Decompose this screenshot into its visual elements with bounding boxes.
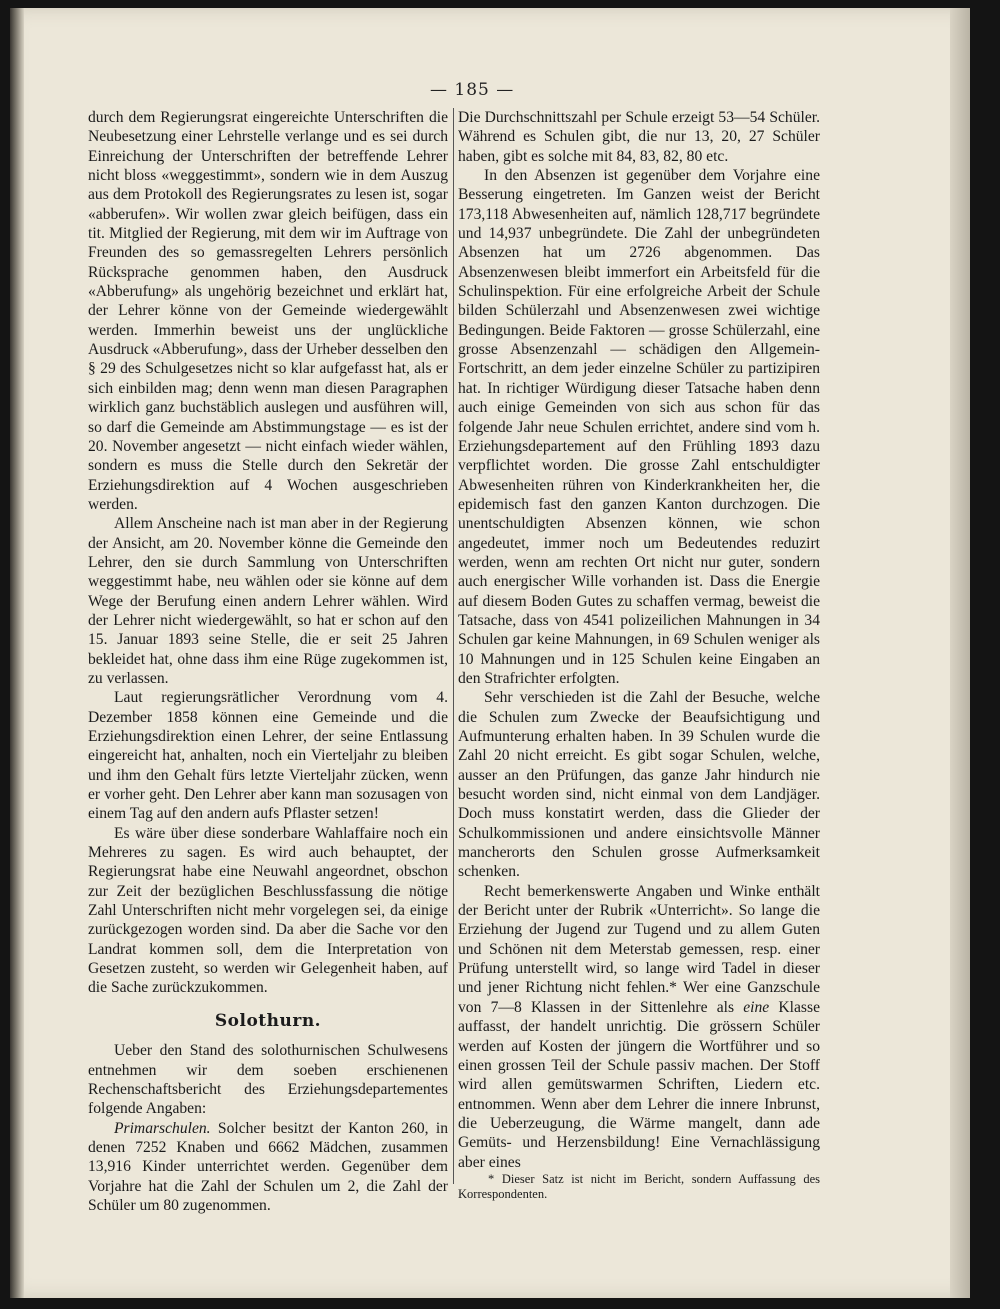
paragraph: Ueber den Stand des solothurnischen Schulwesens entnehmen wir dem soeben erschienenen Rechenschaftsbericht des Erziehungsdepartementes folgende Angaben: (88, 1042, 448, 1118)
page-sheet (10, 8, 970, 1298)
paragraph: Laut regierungsrätlicher Verordnung vom 4. Dezember 1858 können eine Gemeinde und die Erziehungsdirektion einen Lehrer, der seine Entlassung eingereicht hat, anhalten, noch ein Vierteljahr zu bleiben und ihm den Gehalt fürs letzte Vierteljahr zücken, wenn er vorher geht. Den Lehrer aber kann man sozusagen von einem Tag auf den andern aufs Pflaster setzen! (88, 689, 448, 823)
paragraph (458, 882, 820, 1172)
footnote: * Dieser Satz ist nicht im Bericht, sondern Auffassung des Korrespondenten. (458, 1171, 820, 1201)
binding-edge (10, 8, 24, 1298)
paragraph: Die Durchschnittszahl per Schule erzeigt 53—54 Schüler. Während es Schulen gibt, die nur 13, 20, 27 Schüler haben, gibt es solche mit 84, 83, 82, 80 etc. (458, 109, 820, 165)
paragraph-text: Klasse auffasst, der handelt unrichtig. Die grössern Schüler werden auf Kosten der jüngern die Wortführer und so einen grossen Teil der Schule passiv machen. Der Stoff wird allen gemütswarmen Schriften, Liedern etc. entnommen. Wenn aber dem Lehrer die innere Inbrunst, die Ueberzeugung, die Wärme mangelt, dann ade Gemüts- und Herzensbildung! Eine Vernachlässigung aber eines (458, 998, 820, 1171)
paragraph: Es wäre über diese sonderbare Wahlaffaire noch ein Mehreres zu sagen. Es wird auch behauptet, der Regierungsrat habe eine Neuwahl angeordnet, obschon zur Zeit der bezüglichen Beschlussfassung die nötige Zahl Unterschriften nicht mehr vorgelegen sei, da einige zurückgezogen worden sind. Da aber die Sache vor den Landrat kommen soll, dem die Interpretation von Gesetzen zusteht, so werden wir Gelegenheit haben, auf die Sache zurückzukommen. (88, 824, 448, 997)
paragraph (88, 1119, 448, 1216)
page-edge (950, 8, 970, 1298)
section-heading: Solothurn. (214, 1010, 322, 1031)
page-number: — 185 — (430, 80, 515, 100)
paragraph-text: Recht bemerkenswerte Angaben und Winke enthält der Bericht unter der Rubrik «Unterricht». So lange die Erziehung der Jugend zur Tugend und zu allem Guten und Schönen nit dem Meterstab gemessen, resp. einer Prüfung unterstellt wird, so lange wird Tadel in dieser und jener Richtung nicht fehlen.* Wer eine Ganzschule von 7—8 Klassen in der Sittenlehre als (458, 882, 820, 1016)
run-in-heading: Primarschulen. (114, 1119, 211, 1137)
paragraph: In den Absenzen ist gegenüber dem Vorjahre eine Besserung eingetreten. Im Ganzen weist der Bericht 173,118 Abwesenheiten auf, nämlich 128,717 begründete und 14,937 unbegründete. Die Zahl der unbegründeten Absenzen hat um 2726 abgenommen. Das Absenzenwesen bleibt immerfort ein Arbeitsfeld für die Schulinspektion. Für eine erfolgreiche Arbeit der Schule bilden Schülerzahl und Absenzenwesen zwei wichtige Bedingungen. Beide Faktoren — grosse Schülerzahl, eine grosse Absenzenzahl — schädigen den Allgemein-Fortschritt, an dem jeder einzelne Schüler zu partizipiren hat. In richtiger Würdigung dieser Tatsache haben denn auch einige Gemeinden von sich aus schon für das folgende Jahr neue Schulen errichtet, andere sind vom h. Erziehungsdepartement auf den Frühling 1893 dazu verpflichtet worden. Die grosse Zahl entschuldigter Abwesenheiten rühren von Kinderkrankheiten her, die epidemisch fast den ganzen Kanton durchzogen. Die unentschuldigten Absenzen können, wie schon angedeutet, immer noch um Bedeutendes reduzirt werden, wenn am rechten Ort nicht nur guter, sondern auch energischer Wille vorhanden ist. Dass die Energie auf diesem Boden Gutes zu schaffen vermag, beweist die Tatsache, dass von 4541 polizeilichen Mahnungen in 34 Schulen gar keine Mahnungen, in 69 Schulen weniger als 10 Mahnungen und in 125 Schulen keine Eingaben an den Strafrichter erfolgten. (458, 167, 820, 687)
emphasis: eine (743, 998, 770, 1016)
right-column (458, 108, 820, 1202)
paragraph: Allem Anscheine nach ist man aber in der Regierung der Ansicht, am 20. November könne die Gemeinde den Lehrer, den sie durch Sammlung von Unterschriften weggestimmt habe, neu wählen oder sie könne auf dem Wege der Berufung einen andern Lehrer wählen. Wird der Lehrer nicht wiedergewählt, so hat er schon auf den 15. Januar 1893 seine Stelle, die er seit 25 Jahren bekleidet hat, ohne dass ihm eine Rüge zugekommen ist, zu verlassen. (88, 515, 448, 687)
paragraph-text: Solcher besitzt der Kanton 260, in denen 7252 Knaben und 6662 Mädchen, zusammen 13,916 Kinder unterrichtet werden. Gegenüber dem Vorjahre hat die Zahl der Schulen um 2, die Zahl der Schüler um 80 zugenommen. (88, 1119, 448, 1214)
paragraph: Sehr verschieden ist die Zahl der Besuche, welche die Schulen zum Zwecke der Beaufsichtigung und Aufmunterung erhalten haben. In 39 Schulen wurde die Zahl 20 nicht erreicht. Es gibt sogar Schulen, welche, ausser an den Prüfungen, das ganze Jahr hindurch nie besucht worden sind, nicht einmal von dem Landjäger. Doch muss konstatirt werden, dass die Glieder der Schulkommissionen und andere einsichtsvolle Männer mancherorts den Schulen grosse Aufmerksamkeit schenken. (458, 689, 820, 881)
paragraph: durch dem Regierungsrat eingereichte Unterschriften die Neubesetzung einer Lehrstelle verlange und es sei durch Einreichung der Unterschriften der betreffende Lehrer nicht bloss «weggestimmt», sondern wie in dem Auszug aus dem Protokoll des Regierungsrates zu lesen ist, sogar «abberufen». Wir wollen zwar gleich beifügen, dass ein tit. Mitglied der Regierung, mit dem wir im Auftrage von Freunden des so gemassregelten Lehrers persönlich Rücksprache genommen haben, den Ausdruck «Abberufung» als ungehörig bezeichnet und erklärt hat, der Lehrer könne von der Gemeinde wiedergewählt werden. Immerhin beweist uns der unglückliche Ausdruck «Abberufung», dass der Urheber desselben den § 29 des Schulgesetzes nicht so klar aufgefasst hat, als er sich einbilden mag; denn wenn man diesen Paragraphen wirklich ganz buchstäblich auslegen und ausführen will, so darf die Gemeinde am Abstimmungstage — es ist der 20. November angesetzt — nicht einfach wieder wählen, sondern es muss die Stelle durch den Sekretär der Erziehungsdirektion auf 4 Wochen ausgeschrieben werden. (88, 109, 448, 513)
left-column (88, 108, 448, 1215)
column-divider (453, 108, 454, 1184)
